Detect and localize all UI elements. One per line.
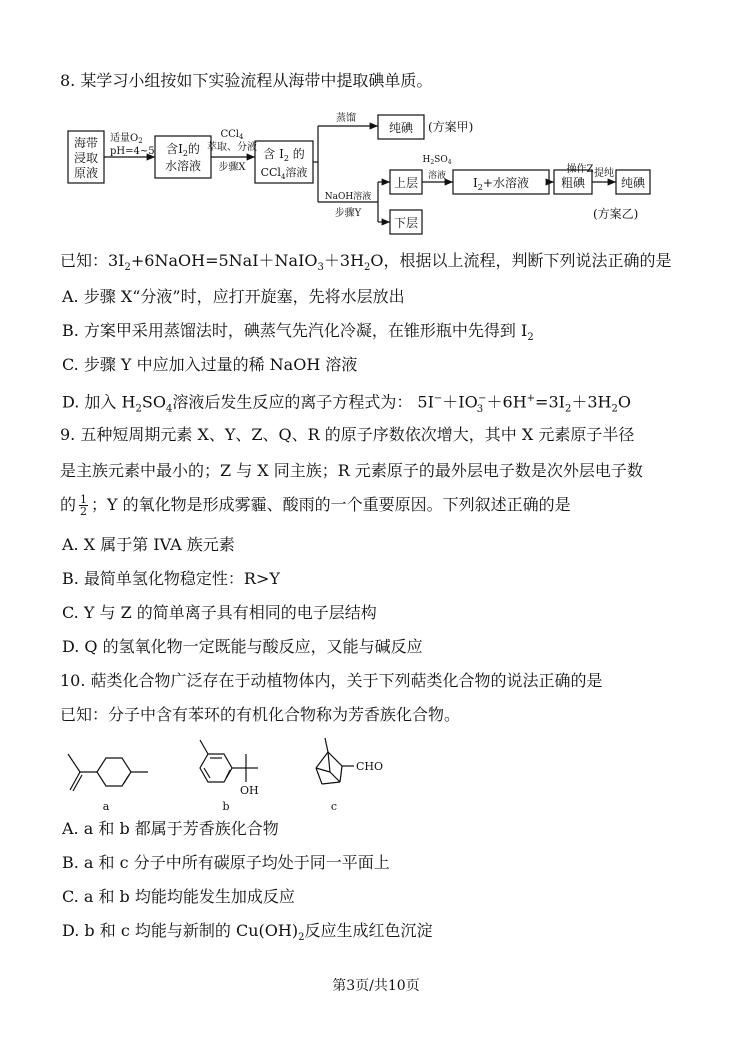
flow-box2-line2: 水溶液: [164, 159, 202, 173]
q10-option-a: A. a 和 b 都属于芳香族化合物: [62, 819, 279, 838]
structure-c: [316, 738, 354, 784]
q8-flowchart: [60, 106, 700, 240]
flow-box2-line1: 含$I_2$的: [166, 142, 200, 158]
q10-structures: [60, 732, 400, 812]
q9-option-d: D. Q 的氢氧化物一定既能与酸反应，又能与碱反应: [62, 637, 423, 656]
label-a: a: [102, 800, 110, 812]
flow-crude-iodine: 粗碘: [560, 176, 586, 190]
flow-lower-layer: 下层: [393, 216, 419, 230]
q10-stem-line2: 已知：分子中含有苯环的有机化合物称为芳香族化合物。: [60, 705, 461, 724]
q10-option-b: B. a 和 c 分子中所有碳原子均处于同一平面上: [62, 853, 390, 872]
one-half-fraction: $\frac{1}{2}$: [80, 493, 88, 518]
q10-option-c: C. a 和 b 均能均能发生加成反应: [62, 887, 295, 906]
flow-start-line2: 浸取: [73, 151, 99, 165]
oh-group-label: OH: [240, 784, 259, 797]
structure-b: [200, 740, 258, 782]
flow-distill-label: 蒸馏: [336, 113, 356, 124]
q9-option-a: A. X 属于第 IVA 族元素: [62, 535, 235, 554]
flow-h2so4-label: $H_2SO_4$: [422, 155, 452, 166]
q10-option-d: D. b 和 c 均能与新制的 $Cu(OH)_2$反应生成红色沉淀: [62, 921, 433, 944]
flow-arrow2-mid: 萃取、分液: [207, 142, 257, 153]
flow-start-line3: 原液: [73, 166, 99, 180]
flow-pure-iodine-2: 纯碘: [620, 176, 646, 190]
q8-option-a: A. 步骤 X“分液”时，应打开旋塞，先将水层放出: [62, 287, 405, 306]
flow-arrow2-bottom: 步骤X: [218, 162, 246, 173]
flow-arrow2-top: CCl$_4$: [220, 129, 244, 141]
q9-stem-line3: 的 $\frac{1}{2}$ ；Y 的氧化物是形成雾霾、酸雨的一个重要原因。下列叙述正确的是: [60, 493, 571, 518]
q9-option-b: B. 最简单氢化物稳定性：R>Y: [62, 569, 280, 588]
q9-option-c: C. Y 与 Z 的简单离子具有相同的电子层结构: [62, 603, 377, 622]
flow-i2-aqueous: $I_2+$水溶液: [473, 176, 529, 192]
flow-purify-label: 提纯: [594, 168, 614, 179]
cho-group-label: CHO: [356, 760, 384, 773]
flow-box3-line1: 含 $I_2$ 的: [263, 147, 305, 163]
q8-option-b: B. 方案甲采用蒸馏法时，碘蒸气先汽化冷凝，在锥形瓶中先得到 $I_2$: [62, 321, 534, 344]
flow-solution-label: 溶液: [427, 171, 447, 181]
flow-box3-line2: CCl$_4$溶液: [260, 166, 308, 181]
flow-plan-a: (方案甲): [428, 120, 474, 134]
q8-stem: 8. 某学习小组按如下实验流程从海带中提取碘单质。: [60, 71, 433, 90]
flow-upper-layer: 上层: [393, 176, 419, 190]
flow-arrow1-bottom: pH=4~5: [110, 146, 155, 157]
q9-stem-line1: 9. 五种短周期元素 X、Y、Z、Q、R 的原子序数依次增大，其中 X 元素原子半径: [60, 425, 635, 444]
flow-start-line1: 海带: [73, 136, 99, 150]
structure-a: [68, 754, 148, 791]
page-footer: 第3页/共10页: [332, 978, 420, 994]
label-c: c: [330, 800, 338, 812]
q10-stem-line1: 10. 萜类化合物广泛存在于动植物体内，关于下列萜类化合物的说法正确的是: [60, 671, 603, 690]
q9-stem-line2: 是主族元素中最小的；Z 与 X 同主族；R 元素原子的最外层电子数是次外层电子数: [60, 461, 643, 480]
flow-naoh-label: NaOH溶液: [324, 192, 372, 202]
flow-plan-b: (方案乙): [593, 207, 639, 221]
q8-known-equation: 已知：$3I_2+6NaOH=5NaI+NaIO_3+3H_2O$，根据以上流程，判断下列说法正确的是: [60, 251, 672, 274]
flow-operation-z: 操作Z: [566, 164, 594, 175]
q8-option-c: C. 步骤 Y 中应加入过量的稀 NaOH 溶液: [62, 355, 358, 374]
flow-step-y-label: 步骤Y: [334, 208, 362, 219]
flow-pure-iodine-1: 纯碘: [388, 121, 414, 135]
label-b: b: [222, 800, 230, 812]
flow-arrow1-top: 适量$O_2$: [110, 133, 143, 145]
q8-option-d: D. 加入 $H_2SO_4$溶液后发生反应的离子方程式为： $5I^-+IO_3^-+6H^+=3I_2+3H_2O$: [62, 392, 631, 415]
